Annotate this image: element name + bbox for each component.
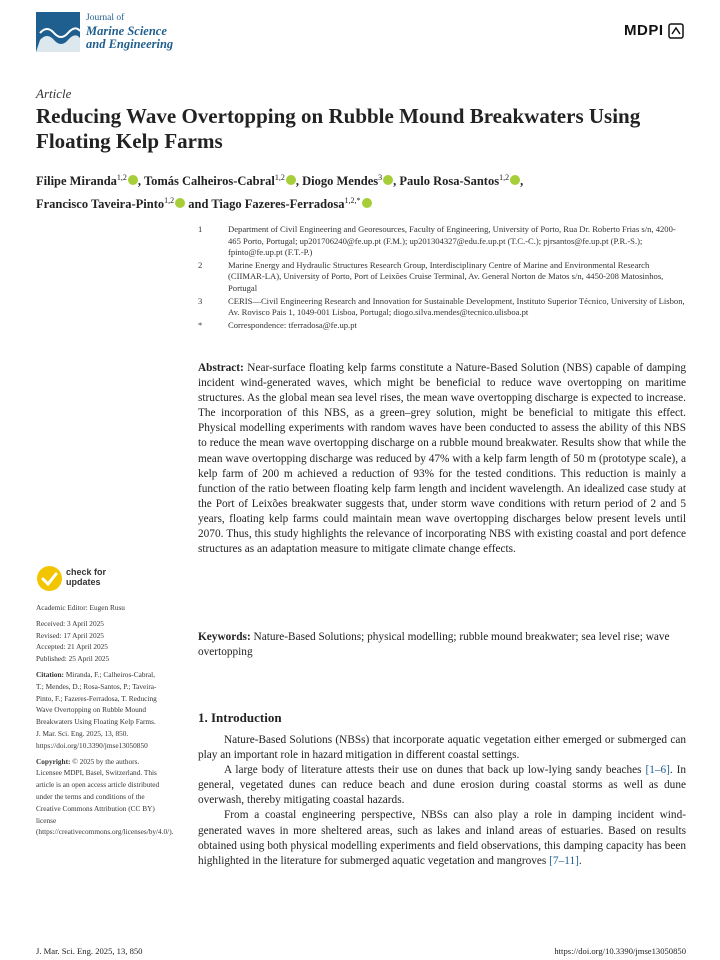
- footer-citation: J. Mar. Sci. Eng. 2025, 13, 850: [36, 946, 143, 956]
- citation: Citation: Miranda, F.; Calheiros-Cabral, T.; Mendes, D.; Rosa-Santos, P.; Taveira-Pinto, F.; Fazeres-Ferradosa, T. Reducing Wave Overtopping on Rubble Mound Breakwaters Using Floating Kelp Farms. J. Mar. Sci. Eng. 2025, 13, 850. https://doi.org/10.3390/jmse13050850: [36, 669, 157, 750]
- author[interactable]: Tomás Calheiros-Cabral$^{1,2}$: [144, 174, 296, 188]
- orcid-icon[interactable]: [286, 175, 296, 185]
- check-line1: check for: [66, 567, 107, 577]
- orcid-icon[interactable]: [175, 198, 185, 208]
- journal-name-line1: Marine Science: [86, 24, 167, 38]
- keywords: [198, 630, 686, 660]
- date-revised: Revised: 17 April 2025: [36, 630, 104, 640]
- author[interactable]: Paulo Rosa-Santos$^{1,2}$: [399, 174, 520, 188]
- journal-name: [86, 12, 173, 51]
- affiliation-item: 3 CERIS—Civil Engineering Research and Innovation for Sustainable Development, Instituto Superior Técnico, University of Lisbon, Av. Rovisco Pais 1, 1049-001 Lisboa, Portugal; diogo.silva.mendes@tecnico.ulisboa.pt: [198, 295, 685, 318]
- article-type: Article: [36, 86, 72, 101]
- publisher-logo: [624, 22, 684, 46]
- journal-name-line2: and Engineering: [86, 37, 174, 51]
- article-title: Reducing Wave Overtopping on Rubble Mound Breakwaters Using Floating Kelp Farms: [36, 104, 641, 153]
- orcid-icon[interactable]: [362, 198, 372, 208]
- affiliation-item: 1 Department of Civil Engineering and Georesources, Faculty of Engineering, University of Porto, Rua Dr. Roberto Frias s/n, 4200-465 Porto, Portugal; up201706240@fe.up.pt (F.M.); up201304327@edu.fe.up.pt (T.C.-C.); pjrsantos@fe.up.pt (P.R.-S.); fpinto@fe.up.pt (F.T.-P.): [198, 224, 676, 258]
- abstract: [198, 361, 686, 557]
- author[interactable]: Filipe Miranda$^{1,2}$: [36, 174, 138, 188]
- reference-link[interactable]: [1–6]: [645, 764, 670, 777]
- article-sidebar: [36, 602, 174, 842]
- abstract-text: Near-surface floating kelp farms constitute a Nature-Based Solution (NBS) capable of damping incident wind-generated waves, which might be beneficial to reduce wave overtopping on maritime structures. As the global mean sea level rises, the mean wave overtopping discharge is expected to increase. The incorporation of this NBS, as a green–grey solution, might be beneficial to mitigate this effect. Physical modelling experiments with random waves have been conducted to assess the ability of this NBS to reduce the mean wave overtopping discharge on a rubble mound breakwater. Results show that while the mean wave overtopping discharge was reduced by 47% with a kelp farm length of 50 m (prototype scale), a kelp farm of 200 m achieved a reduction of 93% for the tested conditions. This reduction is mainly a function of the ratio between floating kelp farm length and incident wavelength. An idealized case study at the Port of Leixões breakwater suggests that, under storm wave conditions with return period of 2 and 5 years, floating kelp farms could maintain mean wave overtopping discharges below present levels until 2070. Thus, this study highlights the relevance of incorporating NBS with existing coastal and port defence structures as an adaptation measure to mitigate climate change effects.: [198, 362, 686, 556]
- affiliations: [198, 224, 688, 332]
- correspondence: * Correspondence: tferradosa@fe.up.pt: [198, 319, 357, 330]
- check-for-updates-button[interactable]: [36, 565, 136, 593]
- reference-link[interactable]: [7–11]: [549, 854, 579, 867]
- section-heading: 1. Introduction: [198, 710, 282, 725]
- author[interactable]: Tiago Fazeres-Ferradosa$^{1,2,*}$: [211, 197, 371, 211]
- date-published: Published: 25 April 2025: [36, 654, 110, 664]
- check-updates-icon: [36, 565, 63, 592]
- keywords-text: Nature-Based Solutions; physical modelling; rubble mound breakwater; sea level rise; wave overtopping: [198, 631, 670, 659]
- introduction-body: [198, 733, 686, 869]
- author-list: Filipe Miranda$^{1,2}$ , Tomás Calheiros-Cabral$^{1,2}$ , Diogo Mendes$^3$ , Paulo Rosa-Santos$^{1,2}$ , Francisco Taveira-Pinto$^{1,2}$ and Tiago Fazeres-Ferradosa$^{1,2,*}$: [36, 173, 524, 212]
- paragraph: Nature-Based Solutions (NBSs) that incorporate aquatic vegetation either emerged or submerged can play an important role in hazard mitigation in different coastal settings.: [198, 734, 686, 762]
- footer-doi[interactable]: https://doi.org/10.3390/jmse13050850: [554, 946, 686, 956]
- date-accepted: Accepted: 21 April 2025: [36, 642, 108, 652]
- check-line2: updates: [66, 577, 101, 587]
- paragraph: From a coastal engineering perspective, NBSs can also play a role in damping incident wind-generated waves in more sheltered areas, such as lakes and inland areas of estuaries. Based on results obtained using both physical modelling experiments and field observations, this damping capacity has been highlighted in the literature for submerged aquatic vegetation and mangroves [7–11].: [198, 809, 686, 867]
- author[interactable]: Diogo Mendes$^3$: [302, 174, 393, 188]
- publisher-name: MDPI: [624, 22, 664, 39]
- orcid-icon[interactable]: [128, 175, 138, 185]
- journal-prefix: Journal of: [86, 13, 125, 23]
- copyright: Copyright: © 2025 by the authors. Licensee MDPI, Basel, Switzerland. This article is an open access article distributed under the terms and conditions of the Creative Commons Attribution (CC BY) license (https://creativecommons.org/licenses/by/4.0/).: [36, 756, 174, 837]
- abstract-label: Abstract:: [198, 362, 244, 374]
- author[interactable]: Francisco Taveira-Pinto$^{1,2}$: [36, 197, 185, 211]
- orcid-icon[interactable]: [383, 175, 393, 185]
- publisher-mark-icon: [668, 23, 684, 39]
- orcid-icon[interactable]: [510, 175, 520, 185]
- keywords-label: Keywords:: [198, 631, 251, 643]
- paragraph: A large body of literature attests their use on dunes that back up low-lying sandy beaches [1–6]. In general, vegetated dunes can reduce beach and dune erosion during coastal storms as well as dune overwash, thereby mitigating coastal hazards.: [198, 764, 687, 807]
- journal-logo: [36, 12, 80, 52]
- date-received: Received: 3 April 2025: [36, 618, 104, 628]
- affiliation-item: 2 Marine Energy and Hydraulic Structures Research Group, Interdisciplinary Centre of Marine and Environmental Research (CIIMAR-LA), University of Porto, Port of Leixões Cruise Terminal, Av. General Norton de Matos s/n, 4450-208 Matosinhos, Portugal: [198, 259, 664, 293]
- academic-editor: Academic Editor: Eugen Rusu: [36, 603, 125, 612]
